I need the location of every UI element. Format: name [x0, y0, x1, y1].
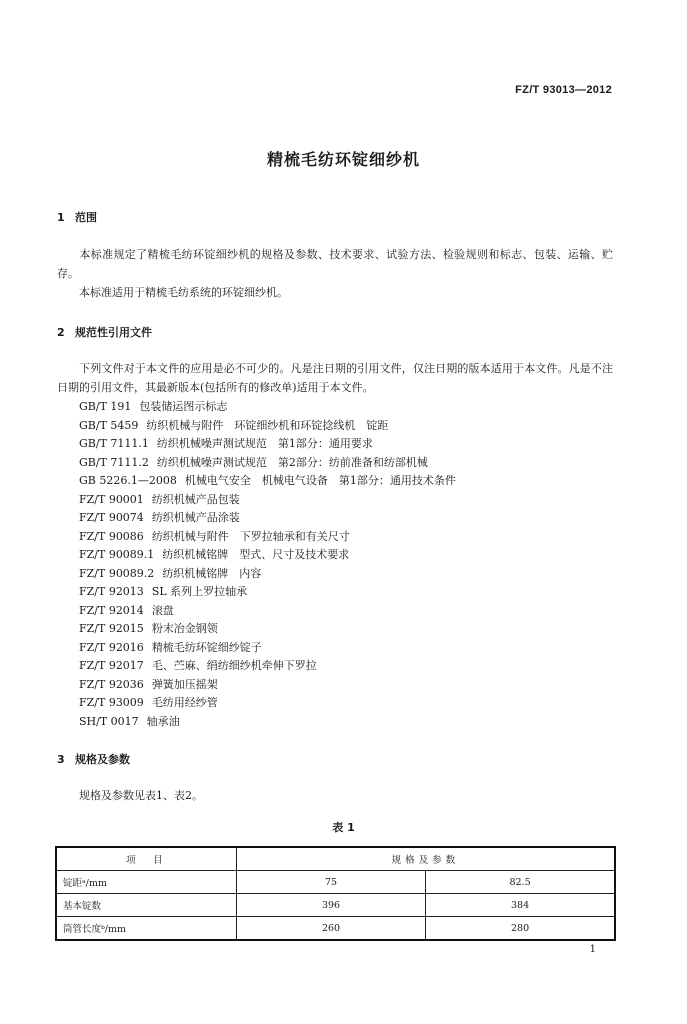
reference-title: 毛纺用经纱管	[151, 696, 218, 709]
reference-code: GB/T 7111.2	[79, 455, 149, 469]
paragraph-text: 本标准规定了精梳毛纺环锭细纱机的规格及参数、技术要求、试验方法、检验规则和标志、包装、运输、贮存。	[57, 248, 613, 280]
reference-code: GB/T 5459	[79, 418, 139, 432]
reference-item	[79, 657, 456, 676]
reference-title: 弹簧加压摇架	[151, 677, 218, 691]
reference-title: 粉末冶金钢领	[151, 622, 218, 635]
section-number: 3	[57, 753, 65, 766]
paragraph-text: 本标准适用于精梳毛纺系统的环锭细纱机。	[79, 286, 288, 299]
table-row	[56, 917, 615, 941]
paragraph-text: 下列文件对于本文件的应用是必不可少的。凡是注日期的引用文件，仅注日期的版本适用于本文件。凡是不注日期的引用文件，其最新版本(包括所有的修改单)适用于本文件。	[57, 362, 613, 394]
reference-item	[79, 602, 456, 621]
header-spec: 规格及参数	[236, 847, 615, 871]
reference-title: 纺织机械噪声测试规范 第2部分：纺前准备和纺部机械	[156, 455, 428, 469]
reference-title: 纺织机械铭牌 内容	[162, 566, 262, 580]
reference-code: FZ/T 90074	[79, 511, 144, 524]
reference-title: 毛、苎麻、绢纺细纱机牵伸下罗拉	[151, 659, 317, 672]
row-value: 384	[426, 894, 615, 917]
standard-number: FZ/T 93013—2012	[515, 84, 612, 96]
section-title: 规格及参数	[75, 753, 130, 766]
reference-title: 纺织机械与附件 环锭细纱机和环锭捻线机 锭距	[146, 418, 389, 432]
reference-code: GB/T 191	[79, 400, 132, 413]
section-2-heading	[57, 324, 152, 340]
reference-title: 包装储运图示标志	[139, 400, 228, 413]
section-3-heading	[57, 751, 130, 767]
reference-item	[79, 417, 456, 436]
reference-item	[79, 546, 456, 565]
section-number: 1	[57, 211, 65, 224]
reference-item	[79, 509, 456, 528]
page-number: 1	[589, 944, 596, 955]
table-row	[56, 894, 615, 917]
reference-code: FZ/T 92013	[79, 585, 144, 598]
reference-item	[79, 620, 456, 639]
reference-title: 纺织机械产品包装	[151, 492, 240, 506]
document-title: 精梳毛纺环锭细纱机	[266, 150, 420, 169]
reference-code: FZ/T 90001	[79, 492, 144, 506]
reference-item	[79, 639, 456, 658]
section-title: 规范性引用文件	[75, 326, 152, 339]
row-label: 筒管长度ᵇ/mm	[56, 917, 236, 941]
reference-code: FZ/T 92016	[79, 640, 144, 654]
section-1-paragraph-2	[57, 283, 613, 302]
section-1-paragraph-1	[57, 245, 613, 283]
reference-item	[79, 398, 456, 417]
section-2-intro	[57, 359, 613, 397]
reference-item	[79, 565, 456, 584]
reference-item	[79, 491, 456, 510]
reference-title: 轴承油	[146, 714, 180, 728]
spec-table	[55, 846, 616, 941]
row-value: 260	[236, 917, 425, 941]
table-row	[56, 871, 615, 894]
reference-title: SL 系列上罗拉轴承	[151, 585, 248, 598]
normative-references-list	[79, 398, 456, 731]
reference-code: FZ/T 90089.1	[79, 548, 155, 561]
row-value: 75	[236, 871, 425, 894]
reference-item	[79, 676, 456, 695]
section-1-heading	[57, 209, 97, 225]
reference-code: FZ/T 92017	[79, 659, 144, 672]
reference-code: FZ/T 92014	[79, 603, 144, 617]
reference-title: 滚盘	[151, 603, 174, 617]
section-title: 范围	[75, 211, 97, 224]
reference-item	[79, 435, 456, 454]
reference-item	[79, 528, 456, 547]
reference-title: 机械电气安全 机械电气设备 第1部分：通用技术条件	[184, 474, 456, 487]
reference-item	[79, 454, 456, 473]
reference-code: FZ/T 90089.2	[79, 566, 155, 580]
reference-code: GB 5226.1—2008	[79, 474, 177, 487]
reference-item	[79, 583, 456, 602]
reference-title: 纺织机械噪声测试规范 第1部分：通用要求	[156, 437, 373, 450]
reference-code: GB/T 7111.1	[79, 437, 149, 450]
reference-item	[79, 713, 456, 732]
reference-title: 纺织机械铭牌 型式、尺寸及技术要求	[162, 548, 350, 561]
section-number: 2	[57, 326, 65, 339]
row-label: 基本锭数	[56, 894, 236, 917]
reference-code: FZ/T 93009	[79, 696, 144, 709]
header-item: 项 目	[56, 847, 236, 871]
reference-title: 纺织机械与附件 下罗拉轴承和有关尺寸	[151, 529, 350, 543]
reference-title: 纺织机械产品涂装	[151, 511, 240, 524]
reference-code: SH/T 0017	[79, 714, 139, 728]
reference-item	[79, 694, 456, 713]
row-label: 锭距ᵃ/mm	[56, 871, 236, 894]
section-3-paragraph: 规格及参数见表1、表2。	[79, 789, 203, 802]
row-value: 82.5	[426, 871, 615, 894]
reference-code: FZ/T 92036	[79, 677, 144, 691]
reference-code: FZ/T 90086	[79, 529, 144, 543]
table-caption: 表 1	[332, 821, 355, 834]
reference-title: 精梳毛纺环锭细纱锭子	[151, 640, 262, 654]
table-header-row	[56, 847, 615, 871]
row-value: 280	[426, 917, 615, 941]
reference-item	[79, 472, 456, 491]
row-value: 396	[236, 894, 425, 917]
reference-code: FZ/T 92015	[79, 622, 144, 635]
